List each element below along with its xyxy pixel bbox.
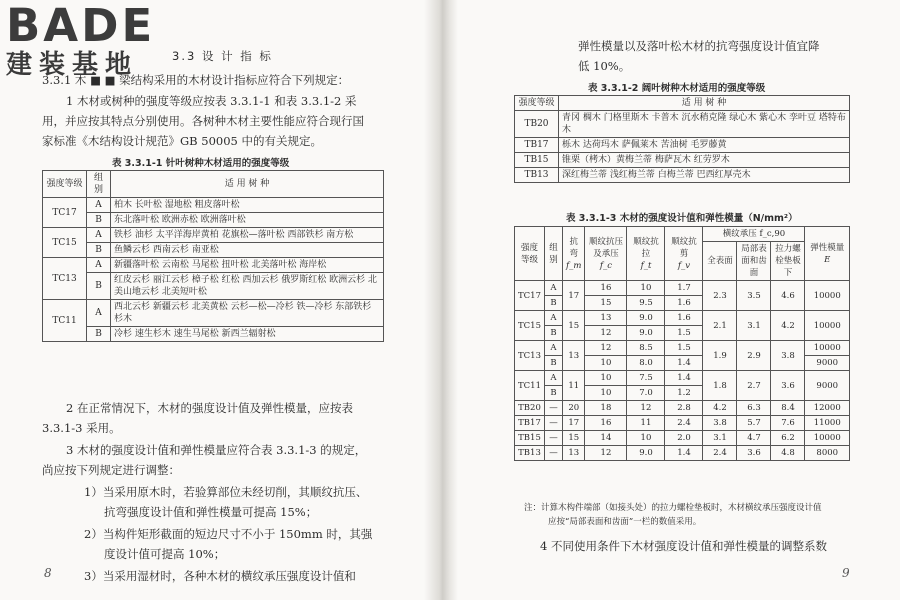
species-cell: 鱼鳞云杉 西南云杉 南亚松 xyxy=(111,243,384,258)
fv-cell: 1.4 xyxy=(665,371,703,386)
bolt-cell: 6.2 xyxy=(771,431,805,446)
header-e-label: 弹性模量 xyxy=(810,242,845,253)
watermark-subtitle: 建装基地 xyxy=(6,50,139,80)
table-row xyxy=(515,401,850,416)
header-group: 组别 xyxy=(545,227,563,281)
item1-line1: 1 木材或树种的强度等级应按表 3.3.1-1 和表 3.3.1-2 采 xyxy=(66,94,357,108)
e-cell: 9000 xyxy=(805,371,850,401)
whole-cell: 3.1 xyxy=(703,431,737,446)
ft-cell: 9.0 xyxy=(627,446,665,461)
species-cell: 东北落叶松 欧洲赤松 欧洲落叶松 xyxy=(111,213,384,228)
local-cell: 6.3 xyxy=(737,401,771,416)
table-header-row xyxy=(515,227,850,242)
section-heading: 3.3 设 计 指 标 xyxy=(172,49,273,63)
table-row xyxy=(43,213,384,228)
header-fc-symbol: f_c xyxy=(599,260,613,271)
fc-cell: 10 xyxy=(585,356,627,371)
group-cell: — xyxy=(545,446,563,461)
header-ft xyxy=(627,227,665,281)
group-cell: A xyxy=(87,300,111,327)
e-cell: 10000 xyxy=(805,311,850,341)
whole-cell: 3.8 xyxy=(703,416,737,431)
table-header-row xyxy=(515,96,850,111)
table-row xyxy=(515,281,850,296)
local-cell: 3.5 xyxy=(737,281,771,311)
sub1-line1: 1）当采用原木时，若验算部位未经切削，其顺纹抗压、 xyxy=(84,485,368,499)
fm-cell: 13 xyxy=(563,446,585,461)
species-cell: 柏木 长叶松 湿地松 粗皮落叶松 xyxy=(111,198,384,213)
bolt-cell: 3.6 xyxy=(771,371,805,401)
fm-cell: 15 xyxy=(563,431,585,446)
grade-cell: TB20 xyxy=(515,401,545,416)
group-cell: B xyxy=(545,356,563,371)
header-bolt-plate: 拉力螺栓垫板下 xyxy=(771,242,805,281)
e-cell: 9000 xyxy=(805,356,850,371)
local-cell: 2.9 xyxy=(737,341,771,371)
table-row xyxy=(515,446,850,461)
group-cell: B xyxy=(545,326,563,341)
local-cell: 3.1 xyxy=(737,311,771,341)
fv-cell: 2.4 xyxy=(665,416,703,431)
fc-cell: 10 xyxy=(585,371,627,386)
fc-cell: 12 xyxy=(585,446,627,461)
item1-line3: 家标准《木结构设计规范》GB 50005 中的有关规定。 xyxy=(42,134,323,148)
group-cell: A xyxy=(545,281,563,296)
item3-line1: 3 木材的强度设计值和弹性模量应符合表 3.3.1-3 的规定， xyxy=(66,443,367,457)
table-row xyxy=(515,371,850,386)
fm-cell: 17 xyxy=(563,416,585,431)
species-cell: 栎木 达荷玛木 萨佩莱木 苦油树 毛罗藤黄 xyxy=(559,138,850,153)
table-row xyxy=(43,198,384,213)
header-grade: 强度等级 xyxy=(43,171,87,198)
grade-cell: TB13 xyxy=(515,168,559,183)
grade-cell: TB13 xyxy=(515,446,545,461)
fc-cell: 16 xyxy=(585,416,627,431)
fv-cell: 2.8 xyxy=(665,401,703,416)
fc-cell: 16 xyxy=(585,281,627,296)
item1-line2: 用，并应按其特点分别使用。各树种木材主要性能应符合现行国 xyxy=(42,114,364,128)
fc-cell: 13 xyxy=(585,311,627,326)
table-row xyxy=(515,341,850,356)
bolt-cell: 4.8 xyxy=(771,446,805,461)
ft-cell: 11 xyxy=(627,416,665,431)
grade-cell: TB15 xyxy=(515,153,559,168)
e-cell: 10000 xyxy=(805,341,850,356)
table3-note-line2: 应按“局部表面和齿面”一栏的数值采用。 xyxy=(548,517,702,527)
e-cell: 10000 xyxy=(805,431,850,446)
group-cell: B xyxy=(545,296,563,311)
bolt-cell: 8.4 xyxy=(771,401,805,416)
species-cell: 西北云杉 新疆云杉 北美黄松 云杉—松—冷杉 铁—冷杉 东部铁杉 杉木 xyxy=(111,300,384,327)
fc-cell: 15 xyxy=(585,296,627,311)
species-cell: 铁杉 油杉 太平洋海岸黄柏 花旗松—落叶松 西部铁杉 南方松 xyxy=(111,228,384,243)
header-fm-symbol: f_m xyxy=(566,260,582,271)
grade-cell: TC17 xyxy=(515,281,545,311)
grade-cell: TB15 xyxy=(515,431,545,446)
species-cell: 冷杉 速生杉木 速生马尾松 新西兰辐射松 xyxy=(111,327,384,342)
fv-cell: 1.6 xyxy=(665,296,703,311)
header-fc xyxy=(585,227,627,281)
table-row xyxy=(515,431,850,446)
header-fc-label: 顺纹抗压及承压 xyxy=(588,236,623,259)
item2-line1: 2 在正常情况下，木材的强度设计值及弹性模量，应按表 xyxy=(66,401,353,415)
grade-cell: TB17 xyxy=(515,416,545,431)
table-row xyxy=(43,228,384,243)
item4-line1: 4 不同使用条件下木材强度设计值和弹性模量的调整系数 xyxy=(540,539,827,553)
table-row xyxy=(515,138,850,153)
header-whole-surface: 全表面 xyxy=(703,242,737,281)
header-local-surface: 局部表面和齿面 xyxy=(737,242,771,281)
table2-caption: 表 3.3.1-2 阔叶树种木材适用的强度等级 xyxy=(588,83,766,94)
species-cell: 深红梅兰蒂 浅红梅兰蒂 白梅兰蒂 巴西红厚壳木 xyxy=(559,168,850,183)
grade-cell: TC13 xyxy=(515,341,545,371)
watermark-brand: BADE xyxy=(6,0,156,52)
ft-cell: 8.0 xyxy=(627,356,665,371)
fv-cell: 1.4 xyxy=(665,356,703,371)
sub2-line1: 2）当构件矩形截面的短边尺寸不小于 150mm 时，其强 xyxy=(84,527,373,541)
group-cell: B xyxy=(87,327,111,342)
header-fm xyxy=(563,227,585,281)
ft-cell: 10 xyxy=(627,281,665,296)
bolt-cell: 4.2 xyxy=(771,311,805,341)
fc-cell: 14 xyxy=(585,431,627,446)
item2-line2: 3.3.1-3 采用。 xyxy=(42,421,121,435)
group-cell: A xyxy=(545,341,563,356)
group-cell: A xyxy=(545,311,563,326)
ft-cell: 8.5 xyxy=(627,341,665,356)
fm-cell: 15 xyxy=(563,311,585,341)
e-cell: 10000 xyxy=(805,281,850,311)
watermark-logo xyxy=(6,0,176,84)
header-e-symbol: E xyxy=(824,254,831,265)
right-page xyxy=(440,0,900,600)
e-cell: 11000 xyxy=(805,416,850,431)
table-row xyxy=(43,243,384,258)
grade-cell: TC11 xyxy=(43,300,87,342)
grade-cell: TC15 xyxy=(515,311,545,341)
group-cell: B xyxy=(545,386,563,401)
header-species: 适 用 树 种 xyxy=(559,96,850,111)
table-row xyxy=(515,111,850,138)
clause-3-3-1: 3.3.1 木 ■ ■ 梁结构采用的木材设计指标应符合下列规定： xyxy=(42,73,350,87)
table-row xyxy=(515,416,850,431)
grade-cell: TB17 xyxy=(515,138,559,153)
table3-caption: 表 3.3.1-3 木材的强度设计值和弹性模量（N/mm²） xyxy=(566,213,798,224)
table1-caption: 表 3.3.1-1 针叶树种木材适用的强度等级 xyxy=(112,158,290,169)
whole-cell: 2.1 xyxy=(703,311,737,341)
grade-cell: TC13 xyxy=(43,258,87,300)
header-ft-symbol: f_t xyxy=(640,260,652,271)
bolt-cell: 7.6 xyxy=(771,416,805,431)
header-grade: 强度等级 xyxy=(515,96,559,111)
fv-cell: 1.4 xyxy=(665,446,703,461)
whole-cell: 2.3 xyxy=(703,281,737,311)
species-cell: 新疆落叶松 云南松 马尾松 扭叶松 北美落叶松 海岸松 xyxy=(111,258,384,273)
ft-cell: 7.5 xyxy=(627,371,665,386)
fc-cell: 12 xyxy=(585,326,627,341)
group-cell: A xyxy=(87,258,111,273)
header-fv xyxy=(665,227,703,281)
local-cell: 3.6 xyxy=(737,446,771,461)
fm-cell: 20 xyxy=(563,401,585,416)
ft-cell: 10 xyxy=(627,431,665,446)
local-cell: 5.7 xyxy=(737,416,771,431)
group-cell: — xyxy=(545,416,563,431)
whole-cell: 1.8 xyxy=(703,371,737,401)
table-row xyxy=(515,168,850,183)
table-row xyxy=(43,258,384,273)
fc-cell: 18 xyxy=(585,401,627,416)
fm-cell: 17 xyxy=(563,281,585,311)
table-row xyxy=(515,153,850,168)
header-ft-label: 顺纹抗拉 xyxy=(633,236,659,259)
left-page xyxy=(0,0,440,600)
species-cell: 红皮云杉 丽江云杉 樟子松 红松 西加云杉 俄罗斯红松 欧洲云杉 北美山地云杉 北美短叶松 xyxy=(111,273,384,300)
ft-cell: 9.0 xyxy=(627,326,665,341)
whole-cell: 4.2 xyxy=(703,401,737,416)
grade-cell: TB20 xyxy=(515,111,559,138)
grade-cell: TC11 xyxy=(515,371,545,401)
page-number: 9 xyxy=(842,566,850,580)
whole-cell: 1.9 xyxy=(703,341,737,371)
fv-cell: 2.0 xyxy=(665,431,703,446)
fm-cell: 13 xyxy=(563,341,585,371)
fv-cell: 1.6 xyxy=(665,311,703,326)
fc-cell: 10 xyxy=(585,386,627,401)
ft-cell: 9.0 xyxy=(627,311,665,326)
table-row xyxy=(43,273,384,300)
species-cell: 锥栗（栲木）黄梅兰蒂 梅萨瓦木 红劳罗木 xyxy=(559,153,850,168)
e-cell: 8000 xyxy=(805,446,850,461)
header-species: 适 用 树 种 xyxy=(111,171,384,198)
fv-cell: 1.5 xyxy=(665,326,703,341)
fc-cell: 12 xyxy=(585,341,627,356)
ft-cell: 12 xyxy=(627,401,665,416)
sub3-line1: 3）当采用湿材时，各种木材的横纹承压强度设计值和 xyxy=(84,569,356,583)
table-strength-values xyxy=(514,226,850,461)
whole-cell: 2.4 xyxy=(703,446,737,461)
fm-cell: 11 xyxy=(563,371,585,401)
sub1-line2: 抗弯强度设计值和弹性模量可提高 15%； xyxy=(104,505,318,519)
bolt-cell: 3.8 xyxy=(771,341,805,371)
local-cell: 2.7 xyxy=(737,371,771,401)
item3-line2: 尚应按下列规定进行调整： xyxy=(42,463,180,477)
header-e xyxy=(805,227,850,281)
group-cell: — xyxy=(545,401,563,416)
group-cell: B xyxy=(87,213,111,228)
table-hardwood-grades xyxy=(514,95,850,183)
table3-note-line1: 注：计算木构件端部（如接头处）的拉力螺栓垫板时，木材横纹承压强度设计值 xyxy=(524,503,822,513)
fv-cell: 1.7 xyxy=(665,281,703,296)
cont-line1: 弹性模量以及落叶松木材的抗弯强度设计值宜降 xyxy=(578,39,820,53)
table-header-row xyxy=(43,171,384,198)
page-number: 8 xyxy=(44,566,52,580)
table-row xyxy=(43,300,384,327)
header-fv-label: 顺纹抗剪 xyxy=(671,236,697,259)
table-row xyxy=(515,311,850,326)
group-cell: B xyxy=(87,243,111,258)
e-cell: 12000 xyxy=(805,401,850,416)
header-grade: 强度等级 xyxy=(515,227,545,281)
header-fc90: 横纹承压 f_c,90 xyxy=(703,227,805,242)
cont-line2: 低 10%。 xyxy=(578,59,631,73)
group-cell: B xyxy=(87,273,111,300)
table-row xyxy=(43,327,384,342)
ft-cell: 9.5 xyxy=(627,296,665,311)
group-cell: A xyxy=(87,198,111,213)
fv-cell: 1.5 xyxy=(665,341,703,356)
species-cell: 青冈 椆木 门格里斯木 卡普木 沉水稍克隆 绿心木 紫心木 孪叶豆 塔特布木 xyxy=(559,111,850,138)
fv-cell: 1.2 xyxy=(665,386,703,401)
grade-cell: TC17 xyxy=(43,198,87,228)
table-softwood-grades xyxy=(42,170,384,342)
header-group: 组别 xyxy=(87,171,111,198)
book-gutter xyxy=(424,0,458,600)
sub2-line2: 度设计值可提高 10%； xyxy=(104,547,226,561)
group-cell: — xyxy=(545,431,563,446)
group-cell: A xyxy=(87,228,111,243)
grade-cell: TC15 xyxy=(43,228,87,258)
header-fv-symbol: f_v xyxy=(677,260,691,271)
bolt-cell: 4.6 xyxy=(771,281,805,311)
group-cell: A xyxy=(545,371,563,386)
header-fm-label: 抗弯 xyxy=(569,236,578,259)
ft-cell: 7.0 xyxy=(627,386,665,401)
local-cell: 4.7 xyxy=(737,431,771,446)
